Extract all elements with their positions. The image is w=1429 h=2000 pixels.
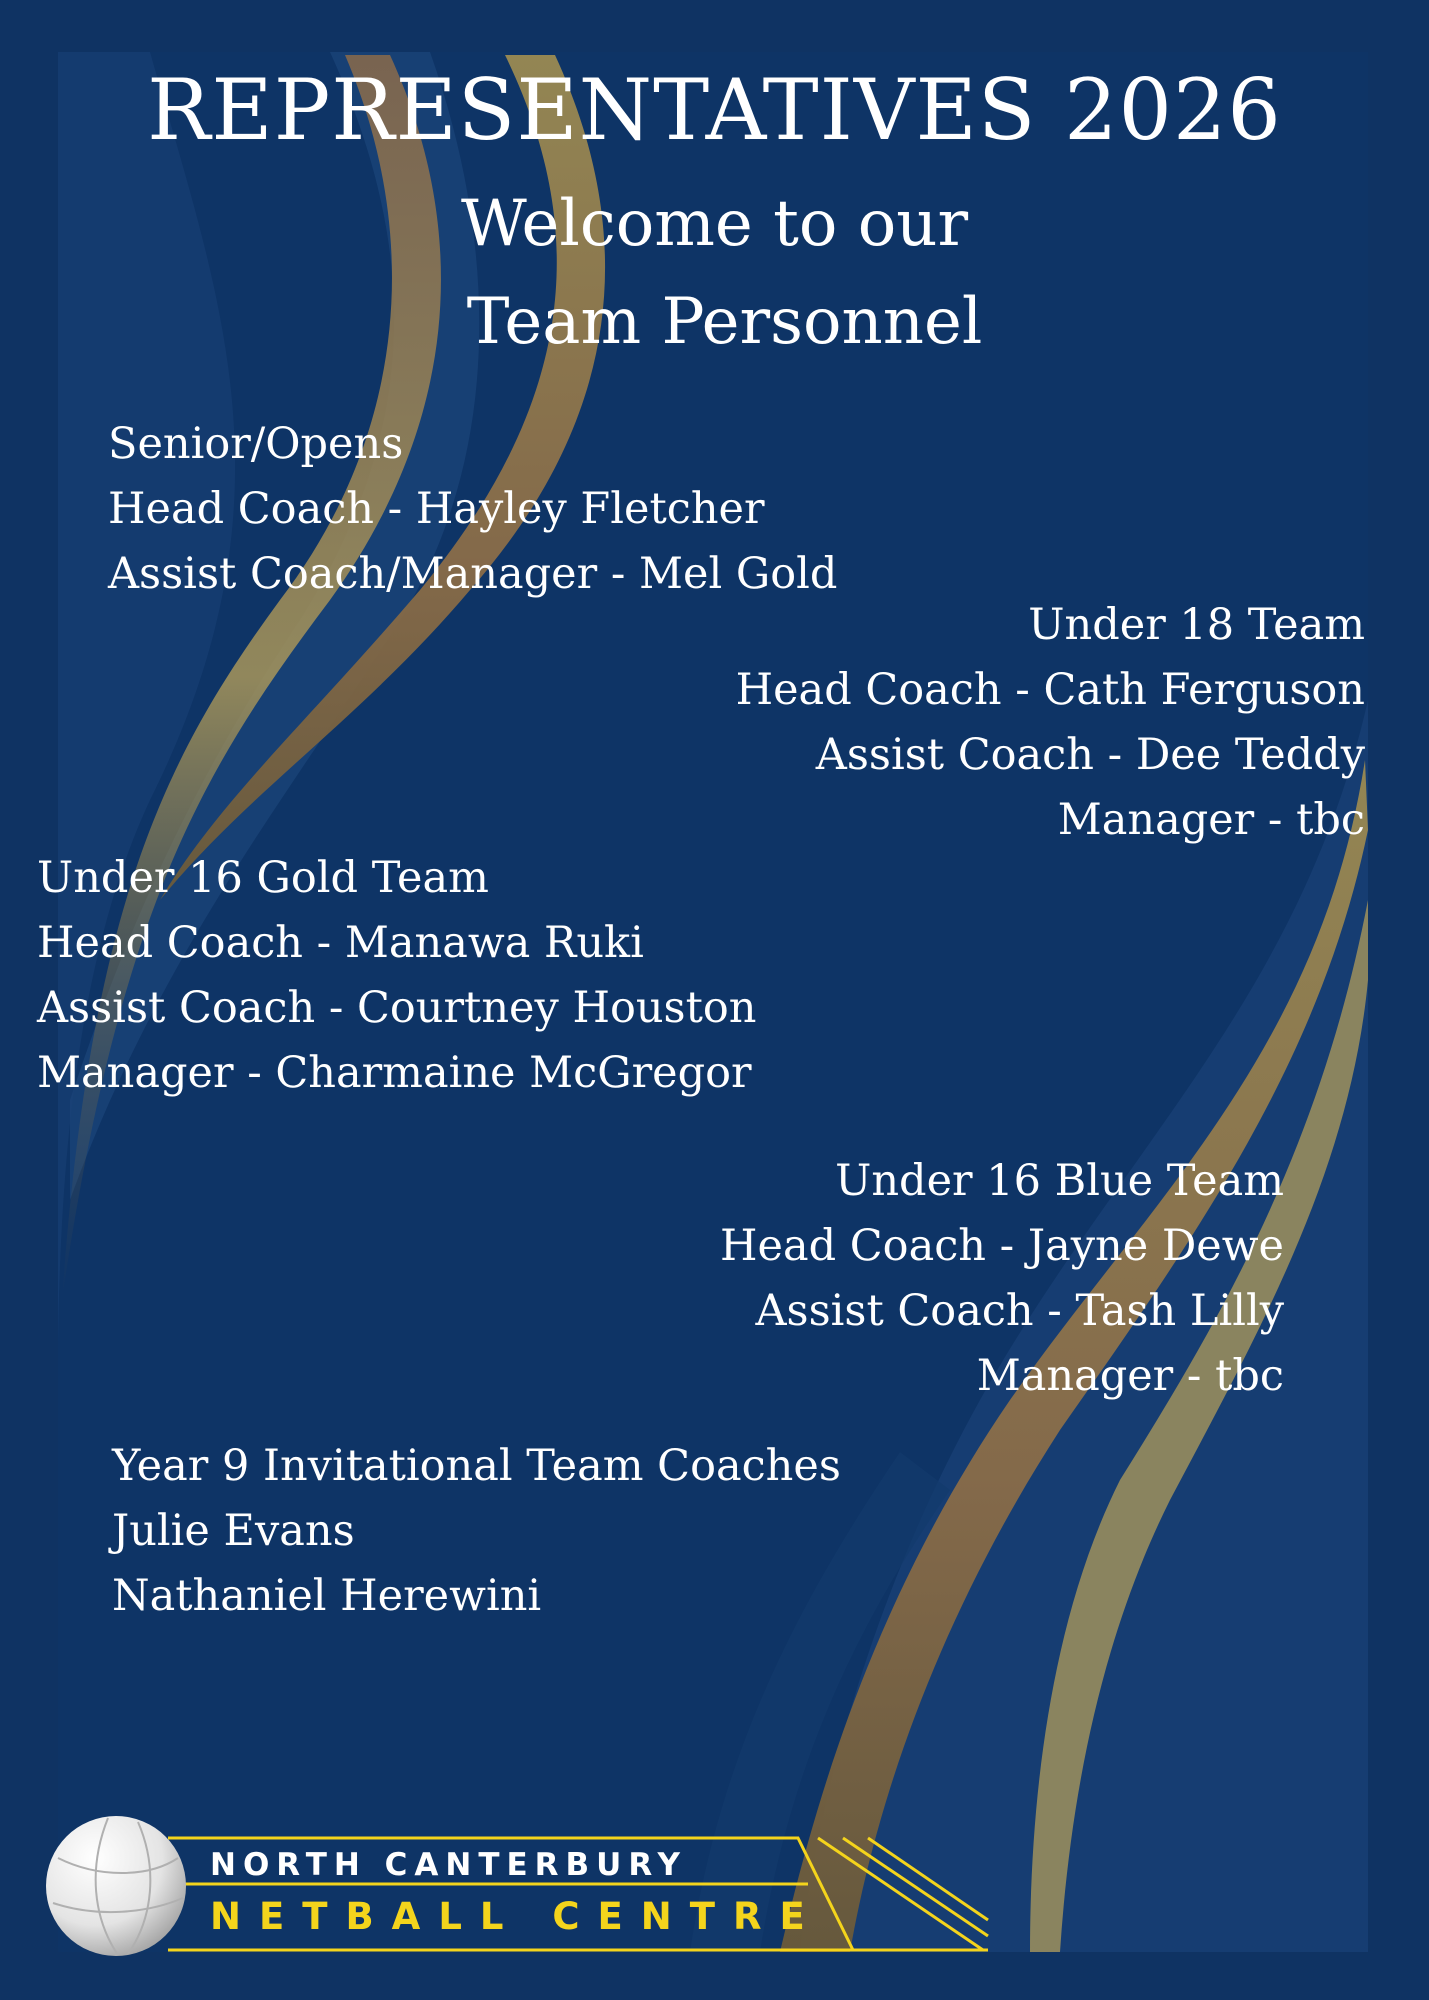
team-line: Nathaniel Herewini: [112, 1571, 542, 1621]
team-name: Year 9 Invitational Team Coaches: [112, 1441, 841, 1491]
team-name: Senior/Opens: [108, 419, 404, 469]
team-line: Manager - Charmaine McGregor: [37, 1048, 752, 1098]
team-line: Head Coach - Hayley Fletcher: [108, 484, 765, 534]
senior-team-block: [108, 412, 837, 607]
team-line: Head Coach - Jayne Dewe: [720, 1221, 1284, 1271]
team-line: Assist Coach - Tash Lilly: [755, 1286, 1284, 1336]
subtitle-line-1: Welcome to our: [460, 187, 969, 261]
team-line: Assist Coach - Courtney Houston: [37, 983, 757, 1033]
u16-blue-team-block: [720, 1149, 1284, 1409]
u16-gold-team-block: [37, 846, 756, 1106]
team-line: Manager - tbc: [976, 1351, 1284, 1401]
page-title: REPRESENTATIVES 2026: [147, 61, 1282, 159]
team-name: Under 16 Blue Team: [835, 1156, 1284, 1206]
team-line: Manager - tbc: [1057, 795, 1365, 845]
subtitle-line-2: Team Personnel: [466, 285, 983, 359]
team-name: Under 18 Team: [1028, 600, 1365, 650]
team-line: Julie Evans: [112, 1506, 355, 1556]
team-line: Assist Coach/Manager - Mel Gold: [108, 549, 838, 599]
netball-icon: [46, 1816, 186, 1956]
logo-line-2: NETBALL CENTRE: [210, 1895, 823, 1938]
team-line: Head Coach - Manawa Ruki: [37, 918, 644, 968]
year9-team-block: [112, 1434, 841, 1629]
logo-line-1: NORTH CANTERBURY: [210, 1847, 687, 1883]
team-line: Head Coach - Cath Ferguson: [735, 665, 1365, 715]
team-name: Under 16 Gold Team: [37, 853, 489, 903]
team-line: Assist Coach - Dee Teddy: [815, 730, 1365, 780]
u18-team-block: [736, 593, 1365, 853]
